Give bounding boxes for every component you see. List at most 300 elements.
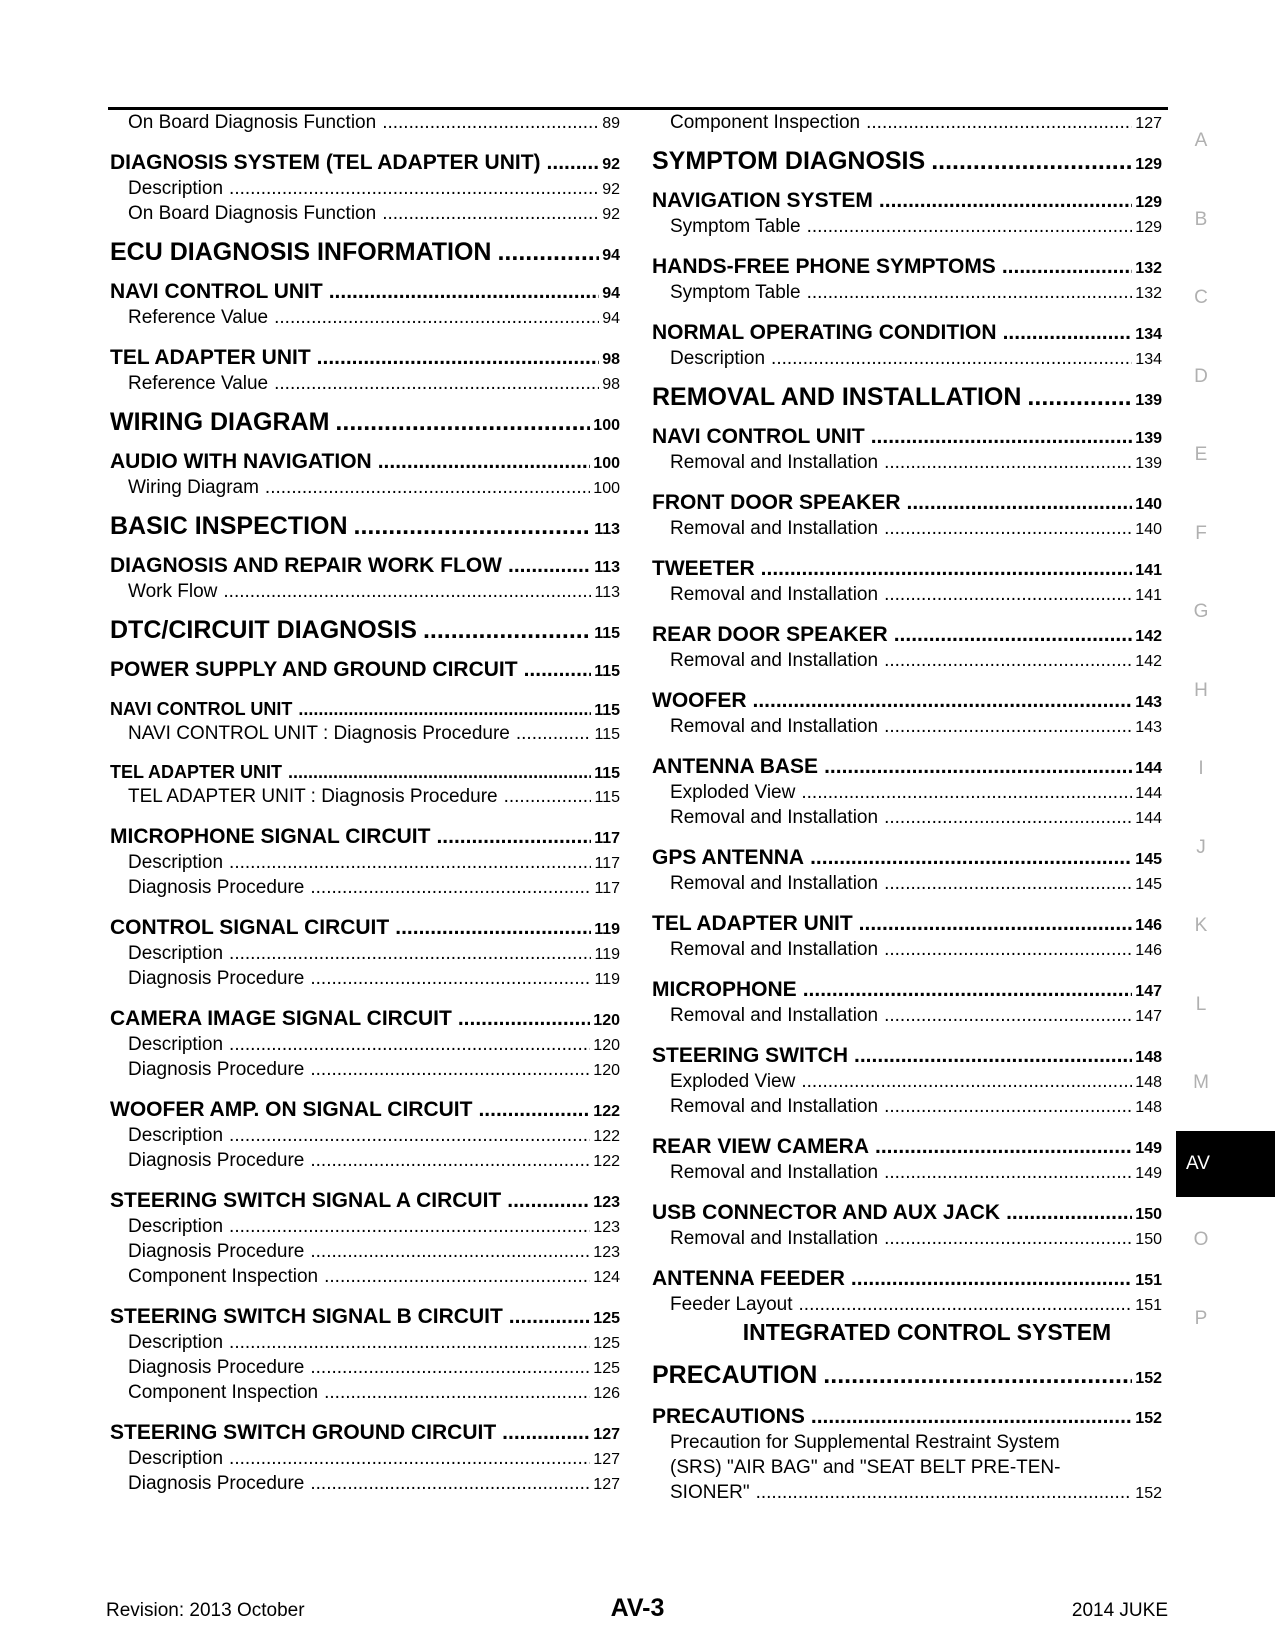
toc-leader-dots [811, 1403, 1132, 1430]
section-index-g[interactable]: G [1193, 601, 1209, 622]
toc-entry[interactable] [110, 1471, 620, 1496]
toc-entry[interactable] [652, 110, 1162, 135]
section-index-c[interactable]: C [1194, 287, 1208, 308]
toc-entry[interactable] [652, 381, 1162, 413]
toc-leader-dots [810, 844, 1132, 871]
toc-leader-dots [317, 344, 600, 371]
toc-entry-title: Description [128, 178, 224, 199]
toc-entry[interactable] [652, 1199, 1162, 1226]
toc-entry-title: Work Flow [128, 581, 218, 602]
toc-leader-dots [771, 346, 1132, 371]
toc-entry-title: POWER SUPPLY AND GROUND CIRCUIT [110, 658, 518, 681]
toc-entry-title: Removal and Installation [670, 1162, 879, 1183]
toc-entry-page: 140 [1135, 521, 1162, 538]
toc-entry-title: Removal and Installation [670, 1228, 879, 1249]
toc-entry[interactable] [110, 875, 620, 900]
toc-entry[interactable] [652, 145, 1162, 177]
toc-leader-dots [509, 1303, 591, 1330]
toc-entry[interactable] [652, 1160, 1162, 1185]
toc-leader-dots [907, 489, 1133, 516]
toc-entry-title: Removal and Installation [670, 1096, 879, 1117]
toc-entry[interactable] [652, 937, 1162, 962]
toc-entry-page: 92 [602, 206, 620, 223]
toc-entry-page: 115 [594, 663, 620, 680]
toc-entry[interactable] [652, 1292, 1162, 1317]
toc-leader-dots [547, 149, 600, 176]
toc-entry-title: Diagnosis Procedure [128, 968, 305, 989]
toc-entry-page: 98 [602, 351, 620, 368]
toc-leader-dots [478, 1096, 590, 1123]
toc-leader-dots [458, 1005, 590, 1032]
toc-entry-page: 100 [593, 480, 620, 497]
toc-entry[interactable] [652, 1317, 1162, 1347]
toc-entry[interactable] [652, 714, 1162, 739]
toc-entry-title: INTEGRATED CONTROL SYSTEM [742, 1319, 1112, 1345]
toc-entry[interactable] [110, 1123, 620, 1148]
toc-entry-page: 92 [602, 181, 620, 198]
toc-leader-dots [931, 145, 1132, 177]
toc-entry-page: 123 [593, 1219, 620, 1236]
toc-leader-dots [265, 475, 590, 500]
toc-entry-page: 115 [594, 765, 620, 782]
toc-entry-title: REAR VIEW CAMERA [652, 1135, 870, 1158]
toc-leader-dots [801, 780, 1132, 805]
footer-revision: Revision: 2013 October [106, 1600, 305, 1621]
toc-entry[interactable] [110, 1096, 620, 1123]
toc-entry-title: NAVI CONTROL UNIT [110, 280, 323, 303]
toc-entry[interactable] [110, 850, 620, 875]
toc-entry-page: 129 [1135, 156, 1162, 173]
toc-entry-title: NAVI CONTROL UNIT [110, 699, 293, 719]
toc-entry-page: 134 [1135, 326, 1162, 343]
toc-leader-dots [329, 278, 599, 305]
toc-leader-dots [884, 1003, 1132, 1028]
toc-entry[interactable] [110, 760, 620, 784]
toc-leader-dots [803, 976, 1133, 1003]
toc-entry-title: STEERING SWITCH [652, 1044, 849, 1067]
toc-leader-dots [884, 450, 1132, 475]
toc-leader-dots [229, 1330, 590, 1355]
toc-entry-page: 117 [594, 880, 620, 897]
toc-entry-page: 100 [593, 417, 620, 434]
toc-entry-title: Description [128, 852, 224, 873]
toc-entry-title: Removal and Installation [670, 873, 879, 894]
toc-entry[interactable] [652, 1359, 1162, 1391]
section-index-l[interactable]: L [1195, 993, 1207, 1015]
toc-entry[interactable] [110, 1446, 620, 1471]
toc-entry[interactable] [652, 1455, 1162, 1480]
toc-entry[interactable] [110, 1355, 620, 1380]
toc-leader-dots [229, 941, 591, 966]
toc-entry-title: USB CONNECTOR AND AUX JACK [652, 1201, 1001, 1224]
toc-entry-page: 98 [602, 376, 620, 393]
toc-entry[interactable] [652, 423, 1162, 450]
toc-leader-dots [879, 187, 1132, 214]
toc-entry-title: SYMPTOM DIAGNOSIS [652, 147, 926, 175]
toc-leader-dots [335, 406, 590, 438]
toc-entry-page: 127 [593, 1426, 620, 1443]
toc-entry-title: Description [128, 1448, 224, 1469]
toc-entry-title: ECU DIAGNOSIS INFORMATION [110, 238, 492, 266]
toc-entry-title: Diagnosis Procedure [128, 1150, 305, 1171]
toc-entry-page: 126 [593, 1385, 620, 1402]
toc-entry-page: 123 [593, 1194, 620, 1211]
section-index-o[interactable]: O [1193, 1229, 1209, 1250]
toc-leader-dots [884, 516, 1132, 541]
toc-entry-page: 129 [1135, 194, 1162, 211]
toc-entry[interactable] [652, 1094, 1162, 1119]
toc-entry-page: 147 [1135, 1008, 1162, 1025]
toc-entry-page: 151 [1135, 1272, 1162, 1289]
toc-leader-dots [229, 1214, 590, 1239]
toc-leader-dots [1003, 319, 1133, 346]
toc-entry[interactable] [110, 656, 620, 683]
toc-entry[interactable] [652, 516, 1162, 541]
toc-entry[interactable] [652, 582, 1162, 607]
toc-entry[interactable] [652, 805, 1162, 830]
toc-leader-dots [229, 1446, 590, 1471]
toc-entry-title: TEL ADAPTER UNIT : Diagnosis Procedure [128, 786, 498, 807]
toc-entry-page: 119 [594, 971, 620, 988]
toc-entry[interactable] [652, 1226, 1162, 1251]
toc-leader-dots [229, 1123, 590, 1148]
toc-leader-dots [884, 582, 1132, 607]
toc-entry-page: 115 [594, 702, 620, 719]
toc-leader-dots [504, 784, 592, 809]
toc-entry[interactable] [110, 1419, 620, 1446]
toc-entry-page: 124 [593, 1269, 620, 1286]
toc-entry-title: Description [128, 1332, 224, 1353]
toc-leader-dots [310, 1471, 590, 1496]
toc-entry[interactable] [110, 1214, 620, 1239]
toc-entry-page: 122 [593, 1153, 620, 1170]
toc-entry-title: Removal and Installation [670, 650, 879, 671]
toc-entry-title: Description [128, 1034, 224, 1055]
toc-entry[interactable] [652, 976, 1162, 1003]
toc-leader-dots [382, 110, 599, 135]
toc-entry[interactable] [110, 1187, 620, 1214]
toc-entry-title: NORMAL OPERATING CONDITION [652, 321, 997, 344]
toc-entry-title: Removal and Installation [670, 518, 879, 539]
toc-entry[interactable] [652, 253, 1162, 280]
toc-entry[interactable] [110, 697, 620, 721]
toc-entry-title: TEL ADAPTER UNIT [110, 762, 283, 782]
toc-entry-page: 132 [1135, 285, 1162, 302]
toc-leader-dots [884, 805, 1132, 830]
toc-entry-page: 143 [1135, 719, 1162, 736]
toc-leader-dots [884, 937, 1132, 962]
toc-entry-title: SIONER" [670, 1482, 750, 1503]
toc-entry[interactable] [110, 552, 620, 579]
toc-entry[interactable] [110, 721, 620, 746]
toc-entry-page: 144 [1135, 760, 1162, 777]
toc-leader-dots [807, 280, 1133, 305]
toc-entry-page: 139 [1135, 430, 1162, 447]
toc-leader-dots [274, 305, 599, 330]
section-index-b[interactable]: B [1194, 208, 1208, 230]
toc-entry[interactable] [652, 1403, 1162, 1430]
toc-entry-title: Diagnosis Procedure [128, 1059, 305, 1080]
toc-entry[interactable] [110, 278, 620, 305]
toc-entry-page: 142 [1135, 653, 1162, 670]
toc-leader-dots [859, 910, 1133, 937]
toc-entry-title: ANTENNA FEEDER [652, 1267, 845, 1290]
toc-entry-page: 94 [602, 247, 620, 264]
toc-entry[interactable] [110, 149, 620, 176]
toc-leader-dots [823, 1359, 1132, 1391]
toc-entry-title: WOOFER [652, 689, 747, 712]
section-index-h[interactable]: H [1194, 679, 1208, 701]
toc-entry-title: Removal and Installation [670, 1005, 879, 1026]
toc-entry[interactable] [652, 450, 1162, 475]
toc-leader-dots [884, 648, 1132, 673]
toc-entry[interactable] [110, 1303, 620, 1330]
toc-entry-page: 139 [1135, 392, 1162, 409]
toc-entry-page: 120 [593, 1012, 620, 1029]
toc-entry[interactable] [652, 1265, 1162, 1292]
toc-entry[interactable] [110, 579, 620, 604]
toc-entry-title: Symptom Table [670, 282, 801, 303]
toc-entry-title: HANDS-FREE PHONE SYMPTOMS [652, 255, 996, 278]
toc-entry-page: 150 [1135, 1206, 1162, 1223]
toc-entry-page: 119 [594, 921, 620, 938]
toc-leader-dots [799, 1292, 1133, 1317]
toc-entry-title: Component Inspection [128, 1382, 319, 1403]
toc-left-column [110, 110, 620, 1496]
toc-leader-dots [851, 1265, 1132, 1292]
toc-entry-page: 122 [593, 1128, 620, 1145]
toc-entry-page: 146 [1135, 917, 1162, 934]
toc-entry[interactable] [110, 784, 620, 809]
toc-entry[interactable] [110, 1005, 620, 1032]
toc-entry-title: Diagnosis Procedure [128, 1241, 305, 1262]
toc-entry-page: 122 [593, 1103, 620, 1120]
toc-entry-title: NAVI CONTROL UNIT [652, 425, 865, 448]
toc-entry[interactable] [110, 236, 620, 268]
toc-leader-dots [229, 850, 591, 875]
toc-entry[interactable] [110, 1148, 620, 1173]
section-index-i[interactable]: I [1198, 758, 1204, 779]
toc-entry-page: 146 [1135, 942, 1162, 959]
toc-entry[interactable] [110, 914, 620, 941]
toc-entry-title: (SRS) "AIR BAG" and "SEAT BELT PRE-TEN- [670, 1457, 1061, 1478]
section-index-f[interactable]: F [1195, 522, 1207, 544]
section-index-e[interactable]: E [1194, 444, 1208, 465]
toc-entry[interactable] [110, 1032, 620, 1057]
toc-entry[interactable] [652, 1069, 1162, 1094]
toc-leader-dots [1027, 381, 1132, 413]
toc-entry-title: Description [128, 1125, 224, 1146]
section-index-av[interactable]: AV [1176, 1131, 1275, 1197]
toc-entry-page: 125 [593, 1310, 620, 1327]
toc-leader-dots [229, 1032, 590, 1057]
toc-entry-page: 127 [593, 1476, 620, 1493]
toc-entry[interactable] [652, 319, 1162, 346]
toc-entry-title: Removal and Installation [670, 716, 879, 737]
toc-leader-dots [507, 1187, 590, 1214]
toc-leader-dots [310, 1057, 590, 1082]
toc-entry-page: 113 [594, 559, 620, 576]
toc-entry-title: Reference Value [128, 373, 269, 394]
toc-leader-dots [871, 423, 1133, 450]
toc-entry-title: STEERING SWITCH SIGNAL B CIRCUIT [110, 1305, 503, 1328]
toc-entry-title: Symptom Table [670, 216, 801, 237]
toc-entry[interactable] [110, 201, 620, 226]
toc-entry-page: 115 [594, 625, 620, 642]
toc-entry[interactable] [110, 1239, 620, 1264]
toc-right-column [652, 110, 1162, 1505]
toc-entry-page: 141 [1135, 562, 1162, 579]
toc-leader-dots [298, 697, 591, 721]
toc-entry-page: 144 [1135, 810, 1162, 827]
toc-entry[interactable] [652, 187, 1162, 214]
toc-entry-page: 113 [594, 584, 620, 601]
toc-entry[interactable] [110, 941, 620, 966]
toc-entry-page: 127 [1135, 115, 1162, 132]
toc-entry-title: Removal and Installation [670, 807, 879, 828]
toc-entry-title: Precaution for Supplemental Restraint System [670, 1432, 1060, 1453]
toc-entry[interactable] [110, 110, 620, 135]
section-index-d[interactable]: D [1194, 365, 1208, 387]
section-index-a[interactable]: A [1194, 130, 1208, 151]
toc-entry-page: 152 [1135, 1410, 1162, 1427]
toc-entry-page: 119 [594, 946, 620, 963]
toc-entry[interactable] [110, 823, 620, 850]
toc-leader-dots [382, 201, 599, 226]
toc-entry-title: WIRING DIAGRAM [110, 408, 330, 436]
toc-entry[interactable] [110, 966, 620, 991]
toc-entry[interactable] [652, 1042, 1162, 1069]
toc-entry-title: Diagnosis Procedure [128, 1473, 305, 1494]
toc-entry-title: NAVIGATION SYSTEM [652, 189, 873, 212]
toc-entry[interactable] [110, 510, 620, 542]
toc-entry-page: 148 [1135, 1099, 1162, 1116]
toc-entry[interactable] [652, 555, 1162, 582]
toc-entry-title: TEL ADAPTER UNIT [652, 912, 853, 935]
toc-entry-page: 139 [1135, 455, 1162, 472]
toc-entry-page: 151 [1135, 1297, 1162, 1314]
toc-leader-dots [824, 753, 1132, 780]
section-index-m[interactable]: M [1193, 1072, 1209, 1093]
toc-leader-dots [324, 1380, 590, 1405]
toc-entry-page: 145 [1135, 851, 1162, 868]
toc-entry-title: Component Inspection [128, 1266, 319, 1287]
toc-entry-title: Description [128, 1216, 224, 1237]
toc-entry-page: 134 [1135, 351, 1162, 368]
toc-leader-dots [884, 714, 1132, 739]
toc-entry-page: 152 [1135, 1485, 1162, 1502]
toc-entry[interactable] [652, 648, 1162, 673]
toc-entry[interactable] [652, 780, 1162, 805]
toc-entry[interactable] [110, 1057, 620, 1082]
toc-entry[interactable] [110, 1330, 620, 1355]
toc-entry-title: BASIC INSPECTION [110, 512, 348, 540]
toc-entry-title: Exploded View [670, 782, 796, 803]
toc-entry-page: 142 [1135, 628, 1162, 645]
toc-entry[interactable] [110, 448, 620, 475]
toc-entry[interactable] [652, 1133, 1162, 1160]
toc-entry-page: 127 [593, 1451, 620, 1468]
toc-entry-title: Diagnosis Procedure [128, 1357, 305, 1378]
toc-leader-dots [378, 448, 591, 475]
toc-entry[interactable] [110, 371, 620, 396]
toc-entry-title: Removal and Installation [670, 584, 879, 605]
toc-entry-page: 143 [1135, 694, 1162, 711]
toc-entry[interactable] [110, 1264, 620, 1289]
toc-entry[interactable] [110, 1380, 620, 1405]
toc-entry-page: 92 [602, 156, 620, 173]
toc-leader-dots [310, 1239, 590, 1264]
section-index-p[interactable]: P [1194, 1307, 1208, 1329]
toc-entry-title: Removal and Installation [670, 939, 879, 960]
toc-entry-title: Removal and Installation [670, 452, 879, 473]
toc-entry-title: AUDIO WITH NAVIGATION [110, 450, 372, 473]
toc-entry-page: 100 [593, 455, 620, 472]
toc-entry[interactable] [110, 305, 620, 330]
toc-entry[interactable] [652, 687, 1162, 714]
toc-entry-page: 140 [1135, 496, 1162, 513]
toc-entry-page: 120 [593, 1062, 620, 1079]
toc-entry[interactable] [652, 214, 1162, 239]
toc-entry[interactable] [110, 614, 620, 646]
toc-entry-page: 141 [1135, 587, 1162, 604]
toc-entry[interactable] [652, 844, 1162, 871]
toc-entry-title: Feeder Layout [670, 1294, 793, 1315]
toc-leader-dots [854, 1042, 1132, 1069]
toc-leader-dots [497, 236, 599, 268]
toc-entry[interactable] [652, 1003, 1162, 1028]
toc-leader-dots [1006, 1199, 1132, 1226]
toc-entry-page: 149 [1135, 1165, 1162, 1182]
toc-entry-page: 115 [594, 726, 620, 743]
toc-entry[interactable] [110, 176, 620, 201]
toc-entry-page: 89 [602, 115, 620, 132]
toc-entry-title: STEERING SWITCH SIGNAL A CIRCUIT [110, 1189, 502, 1212]
toc-entry[interactable] [652, 489, 1162, 516]
toc-entry[interactable] [652, 1430, 1162, 1455]
toc-entry[interactable] [652, 871, 1162, 896]
toc-entry-title: TWEETER [652, 557, 755, 580]
toc-entry[interactable] [110, 344, 620, 371]
toc-entry-title: MICROPHONE [652, 978, 797, 1001]
toc-entry-page: 117 [594, 855, 620, 872]
section-index-j[interactable]: J [1196, 836, 1206, 858]
toc-entry-title: Description [670, 348, 766, 369]
toc-entry-title: Reference Value [128, 307, 269, 328]
toc-entry[interactable] [110, 406, 620, 438]
toc-leader-dots [502, 1419, 590, 1446]
toc-entry[interactable] [652, 346, 1162, 371]
toc-leader-dots [807, 214, 1133, 239]
toc-entry-page: 149 [1135, 1140, 1162, 1157]
footer-page-id: AV-3 [610, 1594, 665, 1622]
toc-entry[interactable] [652, 910, 1162, 937]
toc-entry-page: 144 [1135, 785, 1162, 802]
toc-entry-page: 120 [593, 1037, 620, 1054]
toc-entry-title: Diagnosis Procedure [128, 877, 305, 898]
toc-entry-title: Wiring Diagram [128, 477, 259, 498]
toc-entry-title: DIAGNOSIS SYSTEM (TEL ADAPTER UNIT) [110, 151, 541, 174]
toc-leader-dots [516, 721, 592, 746]
section-index-k[interactable]: K [1194, 915, 1208, 936]
toc-entry[interactable] [110, 475, 620, 500]
toc-leader-dots [310, 966, 591, 991]
toc-entry[interactable] [652, 753, 1162, 780]
toc-entry[interactable] [652, 1480, 1162, 1505]
toc-entry[interactable] [652, 280, 1162, 305]
toc-leader-dots [288, 760, 591, 784]
toc-entry[interactable] [652, 621, 1162, 648]
